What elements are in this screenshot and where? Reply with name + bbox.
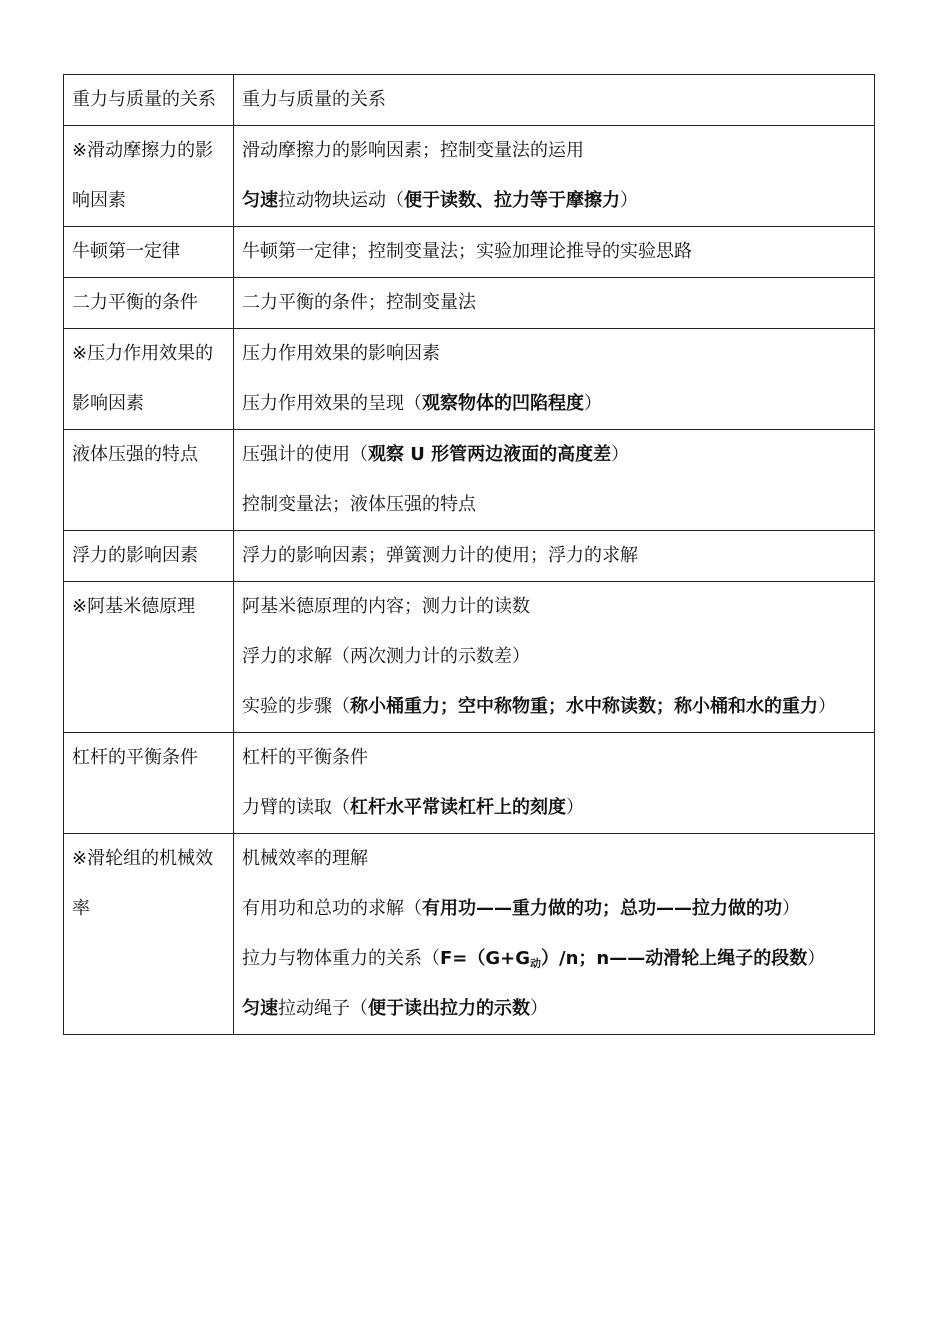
- experiment-topic-cell: [64, 329, 234, 430]
- text-segment: ）: [818, 696, 836, 717]
- content-line: [242, 278, 870, 328]
- table-row: [64, 733, 875, 834]
- bold-text-segment: 观察 U 形管两边液面的高度差: [368, 444, 612, 465]
- bold-text-segment: F=（G+G: [440, 948, 531, 969]
- experiment-topic-cell: [64, 430, 234, 531]
- bold-text-segment: 有用功——重力做的功；总功——拉力做的功: [422, 898, 782, 919]
- text-segment: 实验的步骤（: [242, 696, 350, 717]
- experiment-topic: 二力平衡的条件: [72, 292, 198, 313]
- bold-text-segment: 匀速: [242, 190, 278, 211]
- text-segment: 压强计的使用（: [242, 444, 368, 465]
- table-row: [64, 430, 875, 531]
- text-segment: ）: [611, 444, 630, 465]
- content-line: [242, 379, 870, 429]
- content-line: [242, 227, 870, 277]
- bold-text-segment: ）/n；n——动滑轮上绳子的段数: [541, 948, 808, 969]
- text-segment: ）: [584, 393, 602, 414]
- text-segment: 牛顿第一定律；控制变量法；实验加理论推导的实验思路: [242, 241, 692, 262]
- content-line: [242, 75, 870, 125]
- table-row: [64, 126, 875, 227]
- experiment-topic-cell: [64, 75, 234, 126]
- text-segment: 浮力的求解（两次测力计的示数差）: [242, 646, 530, 667]
- bold-text-segment: 杠杆水平常读杠杆上的刻度: [350, 797, 566, 818]
- text-segment: 压力作用效果的呈现（: [242, 393, 422, 414]
- text-segment: 机械效率的理解: [242, 848, 368, 869]
- bold-text-segment: 称小桶重力；空中称物重；水中称读数；称小桶和水的重力: [350, 696, 818, 717]
- experiment-content-cell: [234, 75, 875, 126]
- content-line: [242, 682, 870, 732]
- text-segment: 有用功和总功的求解（: [242, 898, 422, 919]
- text-segment: 拉动绳子（: [278, 998, 368, 1019]
- content-line: [242, 984, 870, 1034]
- experiment-topic-cell: [64, 531, 234, 582]
- text-segment: ）: [782, 898, 800, 919]
- experiment-content-cell: [234, 329, 875, 430]
- bold-text-segment: 便于读数、拉力等于摩擦力: [404, 190, 620, 211]
- experiment-topic: 杠杆的平衡条件: [72, 747, 198, 768]
- table-row: [64, 834, 875, 1035]
- experiment-topic: 重力与质量的关系: [72, 89, 216, 110]
- experiment-topic-cell: [64, 227, 234, 278]
- text-segment: ）: [566, 797, 584, 818]
- text-segment: 二力平衡的条件；控制变量法: [242, 292, 476, 313]
- experiment-content-cell: [234, 733, 875, 834]
- experiment-topic: 浮力的影响因素: [72, 545, 198, 566]
- text-segment: 压力作用效果的影响因素: [242, 343, 440, 364]
- text-segment: ）: [620, 190, 638, 211]
- experiment-content-cell: [234, 531, 875, 582]
- experiment-topic-cell: [64, 733, 234, 834]
- table-row: [64, 278, 875, 329]
- experiment-topic: ※压力作用效果的影响因素: [72, 343, 214, 414]
- text-segment: 重力与质量的关系: [242, 89, 386, 110]
- experiment-topic: ※阿基米德原理: [72, 596, 196, 617]
- content-line: [242, 733, 870, 783]
- content-line: [242, 632, 870, 682]
- content-line: [242, 934, 870, 984]
- text-segment: 控制变量法；液体压强的特点: [242, 494, 476, 515]
- content-line: [242, 430, 870, 480]
- text-segment: 阿基米德原理的内容；测力计的读数: [242, 596, 530, 617]
- text-segment: 力臂的读取（: [242, 797, 350, 818]
- experiment-table-body: [64, 75, 875, 1035]
- content-line: [242, 531, 870, 581]
- text-segment: ）: [530, 998, 548, 1019]
- experiment-topic-cell: [64, 278, 234, 329]
- bold-text-segment: 观察物体的凹陷程度: [422, 393, 584, 414]
- table-row: [64, 582, 875, 733]
- content-line: [242, 480, 870, 530]
- experiment-content-cell: [234, 834, 875, 1035]
- table-row: [64, 329, 875, 430]
- bold-text-segment: 便于读出拉力的示数: [368, 998, 530, 1019]
- text-segment: 浮力的影响因素；弹簧测力计的使用；浮力的求解: [242, 545, 638, 566]
- text-segment: 滑动摩擦力的影响因素；控制变量法的运用: [242, 140, 584, 161]
- experiment-topic-cell: [64, 834, 234, 1035]
- table-row: [64, 531, 875, 582]
- text-segment: 拉动物块运动（: [278, 190, 404, 211]
- content-line: [242, 126, 870, 176]
- experiment-table: [63, 74, 875, 1035]
- table-row: [64, 75, 875, 126]
- experiment-topic-cell: [64, 582, 234, 733]
- experiment-content-cell: [234, 227, 875, 278]
- experiment-topic: 牛顿第一定律: [72, 241, 180, 262]
- content-line: [242, 783, 870, 833]
- experiment-content-cell: [234, 430, 875, 531]
- content-line: [242, 884, 870, 934]
- bold-text-segment: 动: [530, 957, 542, 970]
- experiment-topic: ※滑动摩擦力的影响因素: [72, 140, 214, 211]
- text-segment: 杠杆的平衡条件: [242, 747, 368, 768]
- content-line: [242, 834, 870, 884]
- content-line: [242, 176, 870, 226]
- text-segment: 拉力与物体重力的关系（: [242, 948, 440, 969]
- experiment-content-cell: [234, 278, 875, 329]
- experiment-topic: 液体压强的特点: [72, 444, 198, 465]
- experiment-topic: ※滑轮组的机械效率: [72, 848, 214, 919]
- bold-text-segment: 匀速: [242, 998, 278, 1019]
- content-line: [242, 329, 870, 379]
- experiment-topic-cell: [64, 126, 234, 227]
- experiment-content-cell: [234, 582, 875, 733]
- experiment-content-cell: [234, 126, 875, 227]
- text-segment: ）: [807, 948, 826, 969]
- content-line: [242, 582, 870, 632]
- table-row: [64, 227, 875, 278]
